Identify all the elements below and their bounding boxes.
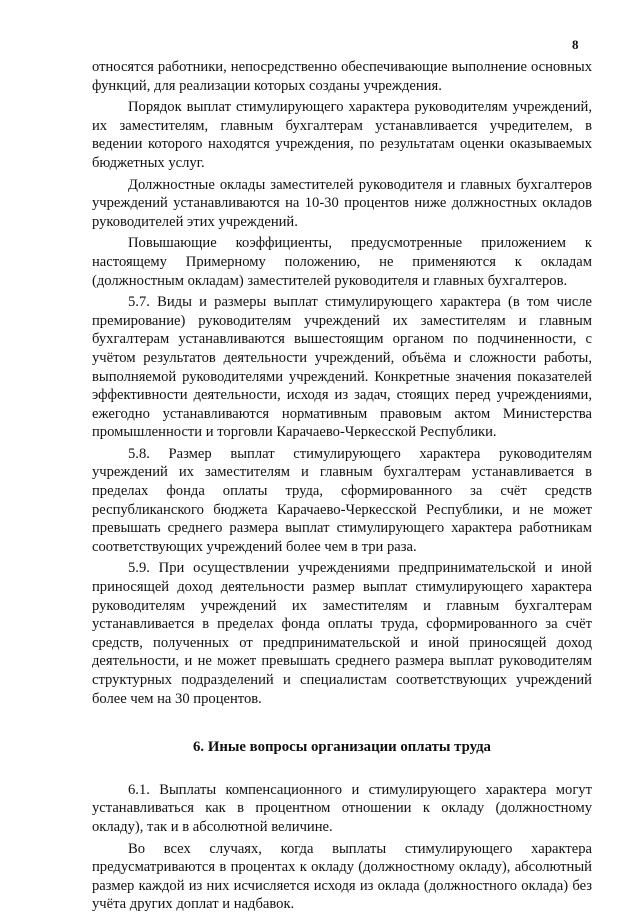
paragraph-5-7: 5.7. Виды и размеры выплат стимулирующего характера (в том числе премирование) руководителям учреждений их заместителям и главным бухгалтерам устанавливаются вышестоящим органом по подчиненности, с учётом результатов деятельности учреждений, объёма и сложности работы, выполняемой руководителями учреждений. Конкретные значения показателей эффективности деятельности, исходя из задач, стоящих перед учреждениями, ежегодно устанавливаются нормативным правовым актом Министерства промышленности и торговли Карачаево-Черкесской Республики. — [92, 294, 592, 441]
page-number: 8 — [572, 37, 579, 52]
paragraph-continuation: относятся работники, непосредственно обеспечивающие выполнение основных функций, для реализации которых созданы учреждения. — [92, 59, 592, 94]
document-body — [92, 58, 592, 917]
paragraph-5-9: 5.9. При осуществлении учреждениями предпринимательской и иной приносящей доход деятельности размер выплат стимулирующего характера руководителям учреждений их заместителям и главным бухгалтерам устанавливается в пределах фонда оплаты труда, сформированного за счёт средств, полученных от предпринимательской и иной приносящей доход деятельности, и не может превышать среднего размера выплат руководителям структурных подразделений и специалистам соответствующих учреждений более чем на 30 процентов. — [92, 560, 592, 707]
section-heading: 6. Иные вопросы организации оплаты труда — [193, 739, 491, 756]
paragraph-payment-procedure: Порядок выплат стимулирующего характера руководителям учреждений, их заместителям, главным бухгалтерам устанавливается учредителем, в ведении которого находятся учреждения, по результатам оценки оказываемых бюджетных услуг. — [92, 99, 592, 171]
paragraph-5-8: 5.8. Размер выплат стимулирующего характера руководителям учреждений их заместителям и главным бухгалтерам устанавливается в пределах фонда оплаты труда, сформированного за счёт средств республиканского бюджета Карачаево-Черкесской Республики, и не может превышать среднего размера выплат стимулирующего характера работникам соответствующих учреждений более чем в три раза. — [92, 445, 592, 555]
paragraph-deputy-salaries: Должностные оклады заместителей руководителя и главных бухгалтеров учреждений устанавливаются на 10-30 процентов ниже должностных окладов руководителей этих учреждений. — [92, 176, 592, 230]
paragraph-6-1: 6.1. Выплаты компенсационного и стимулирующего характера могут устанавливаться как в процентном отношении к окладу (должностному окладу), так и в абсолютной величине. — [92, 781, 592, 835]
paragraph-all-cases: Во всех случаях, когда выплаты стимулирующего характера предусматриваются в процентах к окладу (должностному окладу), абсолютный размер каждой из них исчисляется исходя из оклада (должностного оклада) без учёта других доплат и надбавок. — [92, 840, 592, 913]
paragraph-coefficients: Повышающие коэффициенты, предусмотренные приложением к настоящему Примерному положению, не применяются к окладам (должностным окладам) заместителей руководителя и главных бухгалтеров. — [92, 235, 592, 289]
